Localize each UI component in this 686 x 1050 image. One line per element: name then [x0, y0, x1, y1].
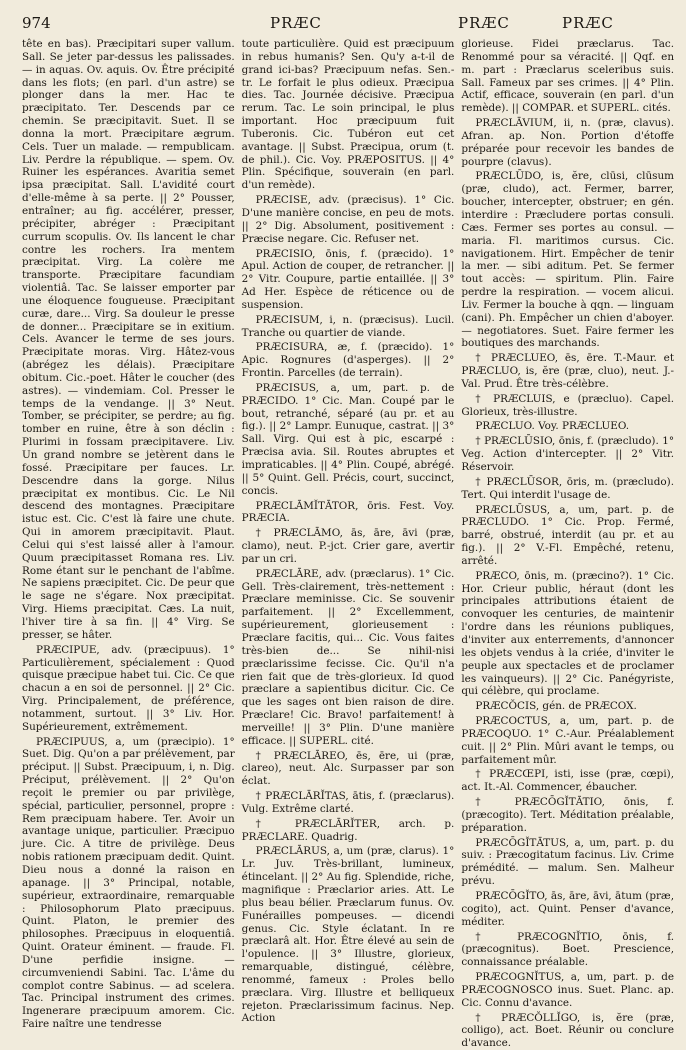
column-right — [461, 38, 675, 1050]
column-left — [22, 38, 235, 1031]
entry-continuation: glorieuse. Fidei præclarus. Tac. Renommé pour sa véracité. || Qqf. en m. part : Præclarus sceleribus suis. Sall. Fameux par ses crimes. || 4° Plin. Actif, efficace, souverain (en parl. d'un remède). || COMPAR. et SUPERL. cités. — [461, 38, 675, 115]
dictionary-entry: † PRÆCLĀRĬTAS, ātis, f. (præclarus). Vulg. Extrême clarté. — [241, 790, 455, 815]
page-header — [22, 14, 674, 34]
dictionary-entry: † PRÆCLĀRĬTER, arch. p. PRÆCLARE. Quadrig. — [241, 817, 455, 843]
text-columns — [22, 38, 675, 1050]
dictionary-entry: † PRÆCLUIS, e (præcluo). Capel. Glorieux, très-illustre. — [461, 392, 675, 418]
dictionary-entry: PRÆCLĀVIUM, ii, n. (præ, clavus). Afran. ap. Non. Portion d'étoffe préparée pour recevoir les bandes de pourpre (clavus). — [461, 117, 675, 168]
dictionary-entry: † PRÆCOGNĬTIO, ōnis, f. (præcognitus). Boet. Prescience, connaissance préalable. — [461, 930, 675, 969]
running-headword-left: PRÆC — [270, 14, 322, 32]
dictionary-entry: † PRÆCLŪSOR, ōris, m. (præcludo). Tert. Qui interdit l'usage de. — [461, 475, 675, 501]
dictionary-entry: † PRÆCLŪSIO, ōnis, f. (præcludo). 1° Veg. Action d'intercepter. || 2° Vitr. Réservoir. — [461, 435, 675, 473]
dictionary-entry: PRÆCLŪDO, is, ĕre, clūsi, clūsum (præ, cludo), act. Fermer, barrer, boucher, intercepter, obstruer; en gén. interdire : Præcludere portas consuli. Cæs. Fermer ses portes au consul. — maria. Fl. maritimos cursus. Cic. navigationem. Hirt. Empêcher de tenir la mer. — sibi aditum. Pet. Se fermer tout accès: — spiritum. Plin. Faire perdre la respiration. — vocem alicui. Liv. Fermer la bouche à qqn. — linguam (cani). Ph. Empêcher un chien d'aboyer. — negotiatores. Suet. Faire fermer les boutiques des marchands. — [461, 170, 675, 350]
dictionary-entry: PRÆCIPUUS, a, um (præcipio). 1° Suet. Dig. Qu'on a par prélèvement, par préciput. || Subst. Præcipuum, i, n. Dig. Préciput, prélèvement. || 2° Qu'on reçoit le premier ou par privilège, spécial, particulier, personnel, propre : Rem præcipuam habere. Ter. Avoir un avantage unique, particulier. Præcipuo jure. Cic. A titre de privilège. Deus nobis rationem præcipuam dedit. Quint. Dieu nous a donné la raison en apanage. || 3° Principal, notable, supérieur, extraordinaire, remarquable : Philosophorum Plato præcipuus. Quint. Platon, le premier des philosophes. Præcipuus in eloquentiâ. Quint. Orateur éminent. — fraude. Fl. D'une perfidie insigne. — circumveniendi Sabini. Tac. L'âme du complot contre Sabinus. — ad scelera. Tac. Principal instrument des crimes. Ingenerare præcipuum amorem. Cic. Faire naître une tendresse — [22, 735, 235, 1031]
dictionary-entry: PRÆCISUS, a, um, part. p. de PRÆCIDO. 1° Cic. Man. Coupé par le bout, retranché, séparé (au pr. et au fig.). || 2° Lampr. Eunuque, castrat. || 3° Sall. Virg. Qui est à pic, escarpé : Præcisa avia. Sil. Routes abruptes et impraticables. || 4° Plin. Coupé, abrégé. || 5° Quint. Gell. Précis, court, succinct, concis. — [241, 381, 455, 497]
dictionary-entry: † PRÆCLĀREO, ēs, ēre, ui (præ, clareo), neut. Alc. Surpasser par son éclat. — [241, 749, 455, 788]
dictionary-entry: PRÆCISIO, ōnis, f. (præcido). 1° Apul. Action de couper, de retrancher. || 2° Vitr. Coupure, partie entaillée. || 3° Ad Her. Espèce de réticence ou de suspension. — [241, 247, 455, 311]
dictionary-entry: PRÆCOGNĬTUS, a, um, part. p. de PRÆCOGNOSCO inus. Suet. Planc. ap. Cic. Connu d'avance. — [461, 971, 675, 1009]
dictionary-entry: PRÆCLĀMĬTĀTOR, ōris. Fest. Voy. PRÆCIA. — [241, 499, 455, 525]
entry-continuation: tête en bas). Præcipitari super vallum. Sall. Se jeter par-dessus les palissades. — in aquas. Ov. aquis. Ov. Être précipité dans les flots; (en parl. d'un astre) se plonger dans la mer. Hac te præcipitato. Ter. Descends par ce chemin. Se præcipitavit. Suet. Il se donna la mort. Præcipitare ægrum. Cels. Tuer un malade. — rempublicam. Liv. Perdre la république. — spem. Ov. Ruiner les espérances. Avaritia semet ipsa præcipitat. Sall. L'avidité court d'elle-même à sa perte. || 2° Pousser, entraîner; au fig. accélérer, presser, précipiter, abréger : Præcipitant currum scopulis. Ov. Ils lancent le char contre les rochers. Ira mentem præcipitat. Virg. La colère me transporte. Præcipitare facundiam violentiâ. Tac. Se laisser emporter par une éloquence fougueuse. Præcipitant curæ, dare... Virg. Sa douleur le presse de donner... Præcipitare se in exitium. Cels. Avancer le terme de ses jours. Præcipitate moras. Virg. Hâtez-vous (abrégez les délais). Præcipitare obitum. Cic.-poet. Hâter le coucher (des astres). — vindemiam. Col. Presser le temps de la vendange. || 3° Neut. Tomber, se précipiter, se perdre; au fig. tomber en ruine, être à son déclin : Plurimi in fossam præcipitavere. Liv. Un grand nombre se jetèrent dans le fossé. Præcipitare per fauces. Lr. Descendre dans la gorge. Nilus præcipitat ex montibus. Cic. Le Nil descend des montagnes. Præcipitare istuc est. Cic. C'est là faire une chute. Qui in amorem præcipitavit. Plaut. Celui qui s'est laissé aller à l'amour. Quum præcipitasset Romana res. Liv. Rome étant sur le penchant de l'abîme. Ne sapiens præcipitet. Cic. De peur que le sage ne s'égare. Nox præcipitat. Virg. Hiems præcipitat. Cæs. La nuit, l'hiver tire à sa fin. || 4° Virg. Se presser, se hâter. — [22, 38, 235, 641]
dictionary-entry: PRÆCISURA, æ, f. (præcido). 1° Apic. Rognures (d'asperges). || 2° Frontin. Parcelles (de terrain). — [241, 341, 455, 380]
dictionary-entry: PRÆCLŪSUS, a, um, part. p. de PRÆCLUDO. 1° Cic. Prop. Fermé, barré, obstrué, interdit (au pr. et au fig.). || 2° V.-Fl. Empêché, retenu, arrêté. — [461, 503, 675, 567]
dictionary-entry: PRÆCOCTUS, a, um, part. p. de PRÆCOQUO. 1° C.-Aur. Préalablement cuit. || 2° Plin. Mûri avant le temps, ou parfaitement mûr. — [461, 715, 675, 766]
dictionary-entry: † PRÆCŌGĬTĀTIO, ōnis, f. (præcogito). Tert. Méditation préalable, préparation. — [461, 796, 675, 834]
dictionary-entry: PRÆCLUO. Voy. PRÆCLUEO. — [475, 420, 630, 433]
dictionary-entry: † PRÆCLUEO, ēs, ēre. T.-Maur. et PRÆCLUO, is, ĕre (præ, cluo), neut. J.-Val. Prud. Être très-célèbre. — [461, 352, 675, 390]
entry-continuation: toute particulière. Quid est præcipuum in rebus humanis? Sen. Qu'y a-t-il de grand ici-bas? Præcipuum nefas. Sen.-tr. Le forfait le plus odieux. Præcipua dies. Tac. Journée décisive. Præcipua rerum. Tac. Le soin principal, le plus important. Hoc præcipuum fuit Tuberonis. Cic. Tubéron eut cet avantage. || Subst. Præcipua, orum (t. de phil.). Cic. Voy. PRÆPOSITUS. || 4° Plin. Spécifique, souverain (en parl. d'un remède). — [241, 38, 455, 192]
dictionary-entry: PRÆCLĀRUS, a, um (præ, clarus). 1° Lr. Juv. Très-brillant, lumineux, étincelant. || 2° Au fig. Splendide, riche, magnifique : Præclarior aries. Att. Le plus beau bélier. Præclarum funus. Ov. Funérailles pompeuses. — dicendi genus. Cic. Style éclatant. In re præclarâ alt. Hor. Être élevé au sein de l'opulence. || 3° Illustre, glorieux, remarquable, distingué, célèbre, renommé, fameux : Proles bello præclara. Virg. Illustre et belliqueux rejeton. Præclarissimum facinus. Nep. Action — [241, 845, 455, 1025]
column-middle — [241, 38, 455, 1025]
running-headword-middle: PRÆC — [458, 14, 510, 32]
dictionary-entry: † PRÆCŎLLĬGO, is, ĕre (præ, colligo), act. Boet. Réunir ou conclure d'avance. — [461, 1011, 675, 1050]
dictionary-entry: PRÆCISE, adv. (præcisus). 1° Cic. D'une manière concise, en peu de mots. || 2° Dig. Absolument, positivement : Præcise negare. Cic. Refuser net. — [241, 194, 455, 245]
dictionary-entry: PRÆCIPUE, adv. (præcipuus). 1° Particulièrement, spécialement : Quod quisque præcipue habet tui. Cic. Ce que chacun a en soi de personnel. || 2° Cic. Virg. Principalement, de préférence, notamment, surtout. || 3° Liv. Hor. Supérieurement, extrêmement. — [22, 643, 235, 733]
page-number: 974 — [22, 14, 51, 32]
dictionary-entry: † PRÆCŒPI, isti, isse (præ, cœpi), act. It.-Al. Commencer, ébaucher. — [461, 768, 675, 794]
running-headword-right: PRÆC — [562, 14, 614, 32]
dictionary-entry: PRÆCLĀRE, adv. (præclarus). 1° Cic. Gell. Très-clairement, très-nettement : Præclare meminisse. Cic. Se souvenir parfaitement. || 2° Excellemment, supérieurement, glorieusement : Præclare facitis, qui... Cic. Vous faites très-bien de... Se nihil-nisi præclarissime fecisse. Cic. Qu'il n'a rien fait que de très-glorieux. Id quod præclare a sapientibus dicitur. Cic. Ce que les sages ont bien raison de dire. Præclare! Cic. Bravo! parfaitement! à merveille! || 3° Plin. D'une manière efficace. || SUPERL. cité. — [241, 567, 455, 747]
dictionary-entry: PRÆCŎCIS, gén. de PRÆCOX. — [475, 700, 637, 713]
dictionary-entry: PRÆCŌGĬTO, ās, āre, āvi, ātum (præ, cogito), act. Quint. Penser d'avance, méditer. — [461, 890, 675, 928]
dictionary-entry: † PRÆCLĀMO, ās, āre, āvi (præ, clamo), neut. P.-jct. Crier gare, avertir par un cri. — [241, 527, 455, 565]
dictionary-entry: PRÆCO, ōnis, m. (præcino?). 1° Cic. Hor. Crieur public, héraut (dont les principales attributions étaient de convoquer les centuries, de maintenir l'ordre dans les réunions publiques, d'inviter aux enterrements, d'annoncer les objets vendus à la criée, d'inviter le peuple aux spectacles et de proclamer les vainqueurs). || 2° Cic. Panégyriste, qui célèbre, qui proclame. — [461, 569, 675, 698]
dictionary-entry: PRÆCŌGĬTĀTUS, a, um, part. p. du suiv. : Præcogitatum facinus. Liv. Crime prémédité. — malum. Sen. Malheur prévu. — [461, 836, 675, 888]
dictionary-entry: PRÆCISUM, i, n. (præcisus). Lucil. Tranche ou quartier de viande. — [241, 313, 455, 339]
